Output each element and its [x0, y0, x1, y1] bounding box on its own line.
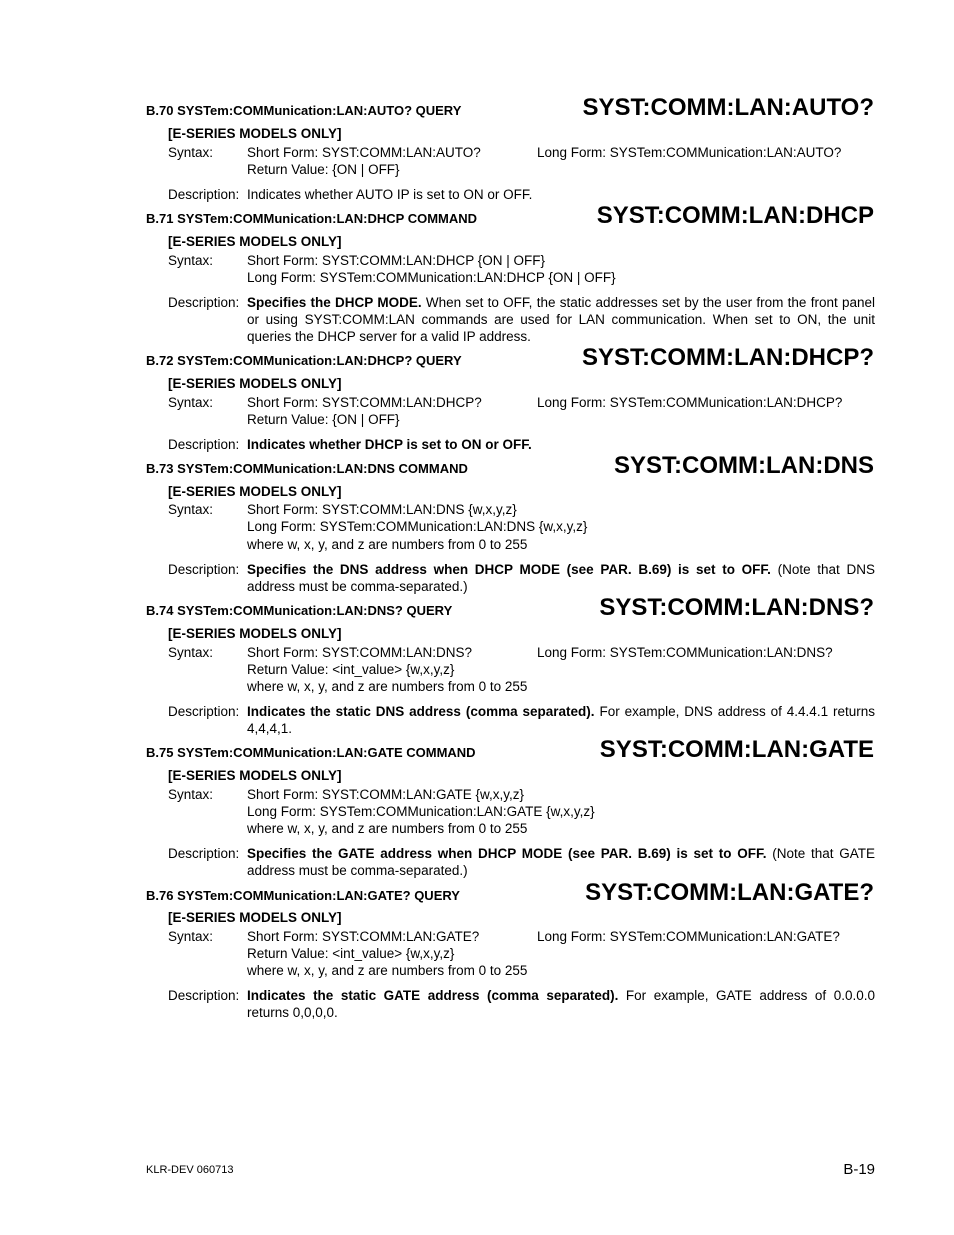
- command-heading: SYST:COMM:LAN:DNS: [614, 452, 874, 479]
- syntax-label: Syntax:: [168, 253, 214, 268]
- description-text: Indicates whether AUTO IP is set to ON or OFF.: [247, 187, 533, 202]
- description-bold: Indicates the static GATE address (comma separated).: [247, 988, 619, 1003]
- section-title: B.74 SYSTem:COMMunication:LAN:DNS? QUERY: [146, 603, 453, 618]
- description-label: Description:: [168, 846, 240, 861]
- description-bold: Indicates whether DHCP is set to ON or OFF.: [247, 437, 532, 452]
- description-text: (Note that GATE address must be comma-separated.): [247, 846, 875, 878]
- syntax-extra: Long Form: SYSTem:COMMunication:LAN:DHCP {ON | OFF}: [247, 270, 616, 285]
- section-title: B.73 SYSTem:COMMunication:LAN:DNS COMMAND: [146, 461, 468, 476]
- syntax-label: Syntax:: [168, 145, 214, 160]
- syntax-label: Syntax:: [168, 502, 214, 517]
- description-label: Description:: [168, 988, 240, 1003]
- description-text: (Note that DNS address must be comma-separated.): [247, 562, 876, 594]
- models-note: [E-SERIES MODELS ONLY]: [168, 910, 342, 925]
- syntax-extra: where w, x, y, and z are numbers from 0 to 255: [247, 963, 528, 978]
- short-form: Short Form: SYST:COMM:LAN:GATE {w,x,y,z}: [247, 787, 525, 802]
- command-heading: SYST:COMM:LAN:AUTO?: [582, 94, 874, 121]
- section-title: B.72 SYSTem:COMMunication:LAN:DHCP? QUERY: [146, 353, 462, 368]
- description: [247, 294, 875, 345]
- syntax-extra: where w, x, y, and z are numbers from 0 to 255: [247, 537, 528, 552]
- section-title: B.75 SYSTem:COMMunication:LAN:GATE COMMAND: [146, 745, 476, 760]
- syntax-label: Syntax:: [168, 929, 214, 944]
- models-note: [E-SERIES MODELS ONLY]: [168, 626, 342, 641]
- description-label: Description:: [168, 562, 240, 577]
- short-form: Short Form: SYST:COMM:LAN:AUTO?: [247, 145, 481, 160]
- short-form: Short Form: SYST:COMM:LAN:DNS {w,x,y,z}: [247, 502, 517, 517]
- command-heading: SYST:COMM:LAN:DNS?: [599, 594, 874, 621]
- syntax-label: Syntax:: [168, 645, 214, 660]
- description-label: Description:: [168, 187, 240, 202]
- syntax-extra: where w, x, y, and z are numbers from 0 to 255: [247, 679, 528, 694]
- command-heading: SYST:COMM:LAN:DHCP: [596, 202, 874, 229]
- short-form: Short Form: SYST:COMM:LAN:DHCP?: [247, 395, 482, 410]
- section-title: B.71 SYSTem:COMMunication:LAN:DHCP COMMAND: [146, 211, 478, 226]
- command-heading: SYST:COMM:LAN:GATE?: [585, 879, 874, 906]
- description: [247, 845, 875, 879]
- syntax-extra: Return Value: <int_value> {w,x,y,z}: [247, 946, 455, 961]
- syntax-extra: Return Value: <int_value> {w,x,y,z}: [247, 662, 455, 677]
- command-heading: SYST:COMM:LAN:GATE: [599, 736, 874, 763]
- description: [247, 436, 875, 453]
- syntax-label: Syntax:: [168, 787, 214, 802]
- description-label: Description:: [168, 704, 240, 719]
- models-note: [E-SERIES MODELS ONLY]: [168, 484, 342, 499]
- description-text: When set to OFF, the static addresses set by the user from the front panel or using SYST:COMM:LAN commands are used for LAN communication. When set to ON, the unit queries the DHCP server for a valid IP address.: [247, 295, 875, 344]
- section-title: B.70 SYSTem:COMMunication:LAN:AUTO? QUERY: [146, 103, 462, 118]
- syntax-extra: Return Value: {ON | OFF}: [247, 412, 400, 427]
- long-form: Long Form: SYSTem:COMMunication:LAN:DNS?: [537, 645, 833, 660]
- section-title: B.76 SYSTem:COMMunication:LAN:GATE? QUERY: [146, 888, 460, 903]
- command-heading: SYST:COMM:LAN:DHCP?: [582, 344, 874, 371]
- description: [247, 987, 875, 1021]
- short-form: Short Form: SYST:COMM:LAN:GATE?: [247, 929, 480, 944]
- description-bold: Specifies the GATE address when DHCP MODE (see PAR. B.69) is set to OFF.: [247, 846, 767, 861]
- syntax-extra: where w, x, y, and z are numbers from 0 to 255: [247, 821, 528, 836]
- syntax-label: Syntax:: [168, 395, 214, 410]
- page-number: B-19: [843, 1161, 875, 1178]
- description-label: Description:: [168, 437, 240, 452]
- syntax-extra: Return Value: {ON | OFF}: [247, 162, 400, 177]
- description: [247, 561, 875, 595]
- description: [247, 186, 875, 203]
- models-note: [E-SERIES MODELS ONLY]: [168, 768, 342, 783]
- models-note: [E-SERIES MODELS ONLY]: [168, 234, 342, 249]
- short-form: Short Form: SYST:COMM:LAN:DHCP {ON | OFF}: [247, 253, 546, 268]
- short-form: Short Form: SYST:COMM:LAN:DNS?: [247, 645, 473, 660]
- models-note: [E-SERIES MODELS ONLY]: [168, 376, 342, 391]
- syntax-extra: Long Form: SYSTem:COMMunication:LAN:DNS {w,x,y,z}: [247, 519, 588, 534]
- description-label: Description:: [168, 295, 240, 310]
- description: [247, 703, 875, 737]
- long-form: Long Form: SYSTem:COMMunication:LAN:GATE?: [537, 929, 840, 944]
- description-text: For example, GATE address of 0.0.0.0 returns 0,0,0,0.: [247, 988, 875, 1020]
- document-id: KLR-DEV 060713: [146, 1164, 234, 1176]
- description-bold: Indicates the static DNS address (comma separated).: [247, 704, 595, 719]
- models-note: [E-SERIES MODELS ONLY]: [168, 126, 342, 141]
- description-bold: Specifies the DHCP MODE.: [247, 295, 422, 310]
- long-form: Long Form: SYSTem:COMMunication:LAN:DHCP?: [537, 395, 843, 410]
- long-form: Long Form: SYSTem:COMMunication:LAN:AUTO?: [537, 145, 842, 160]
- description-text: For example, DNS address of 4.4.4.1 returns 4,4,4,1.: [247, 704, 875, 736]
- syntax-extra: Long Form: SYSTem:COMMunication:LAN:GATE {w,x,y,z}: [247, 804, 595, 819]
- description-bold: Specifies the DNS address when DHCP MODE (see PAR. B.69) is set to OFF.: [247, 562, 771, 577]
